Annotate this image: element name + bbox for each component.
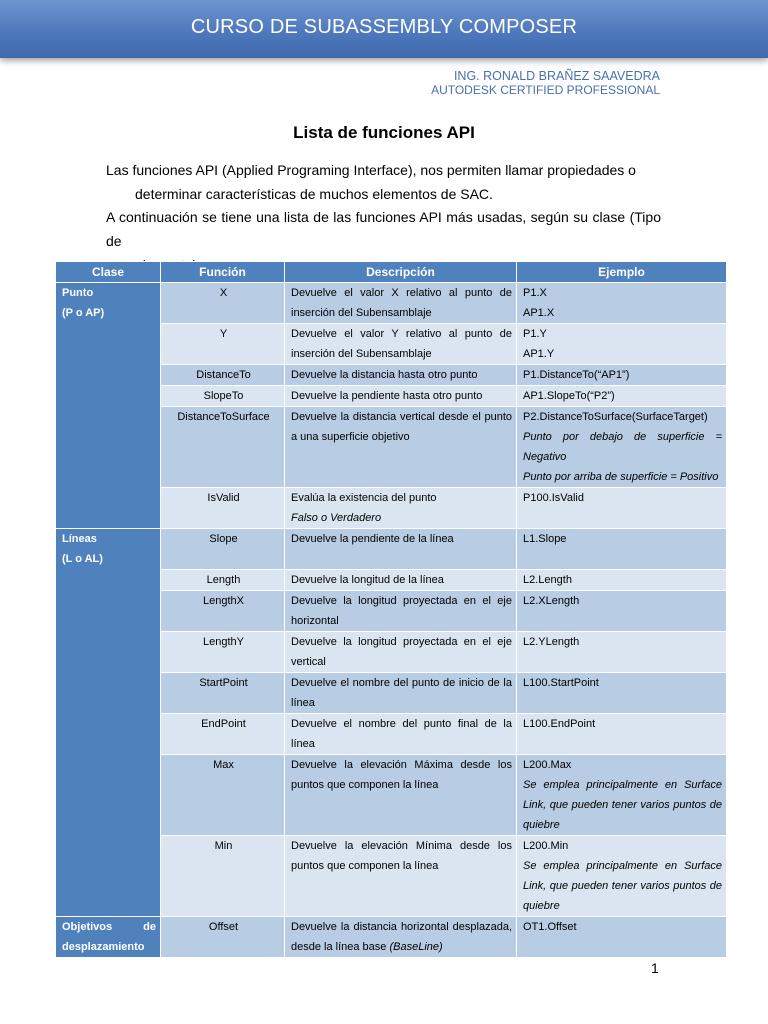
function-example: L1.Slope: [517, 529, 727, 570]
function-example: L100.StartPoint: [517, 673, 727, 714]
example-line: P1.X: [523, 287, 547, 299]
function-description: Devuelve la elevación Máxima desde los puntos que componen la línea: [285, 755, 517, 836]
function-description: Devuelve la distancia vertical desde el punto a una superficie objetivo: [285, 407, 517, 488]
table-row: [56, 529, 727, 570]
function-description: [285, 488, 517, 529]
header-banner: [0, 0, 768, 58]
function-description: Devuelve el valor X relativo al punto de inserción del Subensamblaje: [285, 283, 517, 324]
function-name: Offset: [161, 917, 285, 958]
author-certification: AUTODESK CERTIFIED PROFESSIONAL: [431, 83, 660, 97]
function-description: Devuelve el nombre del punto de inicio de la línea: [285, 673, 517, 714]
class-cell-punto: [56, 283, 161, 529]
function-description: Devuelve la longitud de la línea: [285, 570, 517, 591]
function-name: X: [161, 283, 285, 324]
example-line: L200.Min: [523, 840, 569, 852]
class-abbrev: (L o AL): [62, 553, 103, 565]
list-intro-line-1: A continuación se tiene una lista de las funciones API más usadas, según su clase (Tipo de: [106, 209, 661, 249]
class-cell-objetivos: [56, 917, 161, 958]
class-name: Punto: [62, 287, 94, 299]
description-note: Falso o Verdadero: [291, 512, 382, 524]
function-example: [517, 755, 727, 836]
function-example: P100.IsValid: [517, 488, 727, 529]
author-block: [431, 69, 660, 97]
class-name: Líneas: [62, 533, 97, 545]
function-description: Devuelve la pendiente de la línea: [285, 529, 517, 570]
function-name: IsValid: [161, 488, 285, 529]
function-name: LengthX: [161, 591, 285, 632]
example-line: AP1.Y: [523, 348, 555, 360]
intro-line-1: Las funciones API (Applied Programing Interface), nos permiten llamar propiedades o: [106, 162, 636, 178]
banner-title: CURSO DE SUBASSEMBLY COMPOSER: [190, 16, 578, 38]
function-name: Length: [161, 570, 285, 591]
table-row: [56, 917, 727, 958]
function-name: Max: [161, 755, 285, 836]
description-italic: (BaseLine): [389, 941, 443, 953]
description-text: Devuelve la distancia horizontal desplazada, desde la línea base: [291, 921, 512, 953]
function-example: [517, 407, 727, 488]
function-description: [285, 917, 517, 958]
function-description: Devuelve el nombre del punto final de la línea: [285, 714, 517, 755]
function-description: Devuelve la longitud proyectada en el eje vertical: [285, 632, 517, 673]
function-name: Slope: [161, 529, 285, 570]
header-ejemplo: Ejemplo: [517, 262, 727, 283]
function-description: Devuelve el valor Y relativo al punto de inserción del Subensamblaje: [285, 324, 517, 365]
function-example: [517, 324, 727, 365]
example-note: Punto por arriba de superficie = Positivo: [523, 471, 719, 483]
function-example: L100.EndPoint: [517, 714, 727, 755]
function-name: LengthY: [161, 632, 285, 673]
function-example: OT1.Offset: [517, 917, 727, 958]
intro-paragraph: [106, 158, 661, 206]
function-name: StartPoint: [161, 673, 285, 714]
author-name: ING. RONALD BRAÑEZ SAAVEDRA: [453, 69, 660, 83]
page-number: 1: [651, 960, 659, 976]
function-name: DistanceToSurface: [161, 407, 285, 488]
header-funcion: Función: [161, 262, 285, 283]
function-name: DistanceTo: [161, 365, 285, 386]
table-header-row: [56, 262, 727, 283]
example-note: Punto por debajo de superficie = Negativo: [523, 431, 722, 463]
function-description: Devuelve la pendiente hasta otro punto: [285, 386, 517, 407]
example-note: Se emplea principalmente en Surface Link, que pueden tener varios puntos de quiebre: [523, 860, 722, 912]
example-line: P2.DistanceToSurface(SurfaceTarget): [523, 411, 708, 423]
function-example: L2.Length: [517, 570, 727, 591]
description-text: Evalúa la existencia del punto: [291, 492, 437, 504]
example-line: P1.Y: [523, 328, 547, 340]
function-example: P1.DistanceTo(“AP1”): [517, 365, 727, 386]
header-clase: Clase: [56, 262, 161, 283]
class-abbrev: (P o AP): [62, 307, 105, 319]
class-cell-lineas: [56, 529, 161, 917]
header-descripcion: Descripción: [285, 262, 517, 283]
function-example: [517, 836, 727, 917]
class-name: Objetivos de: [62, 921, 156, 933]
function-description: Devuelve la distancia hasta otro punto: [285, 365, 517, 386]
function-name: EndPoint: [161, 714, 285, 755]
function-description: Devuelve la elevación Mínima desde los puntos que componen la línea: [285, 836, 517, 917]
example-note: Se emplea principalmente en Surface Link, que pueden tener varios puntos de quiebre: [523, 779, 722, 831]
function-example: [517, 283, 727, 324]
class-name-cont: desplazamiento: [62, 941, 145, 953]
function-name: SlopeTo: [161, 386, 285, 407]
function-description: Devuelve la longitud proyectada en el eje horizontal: [285, 591, 517, 632]
api-functions-table: [55, 261, 727, 958]
function-example: L2.XLength: [517, 591, 727, 632]
table-row: [56, 283, 727, 324]
intro-line-2: determinar características de muchos elementos de SAC.: [135, 186, 493, 202]
document-title: Lista de funciones API: [293, 123, 475, 142]
example-line: AP1.X: [523, 307, 555, 319]
function-name: Y: [161, 324, 285, 365]
example-line: L200.Max: [523, 759, 572, 771]
function-example: AP1.SlopeTo(“P2”): [517, 386, 727, 407]
function-example: L2.YLength: [517, 632, 727, 673]
function-name: Min: [161, 836, 285, 917]
